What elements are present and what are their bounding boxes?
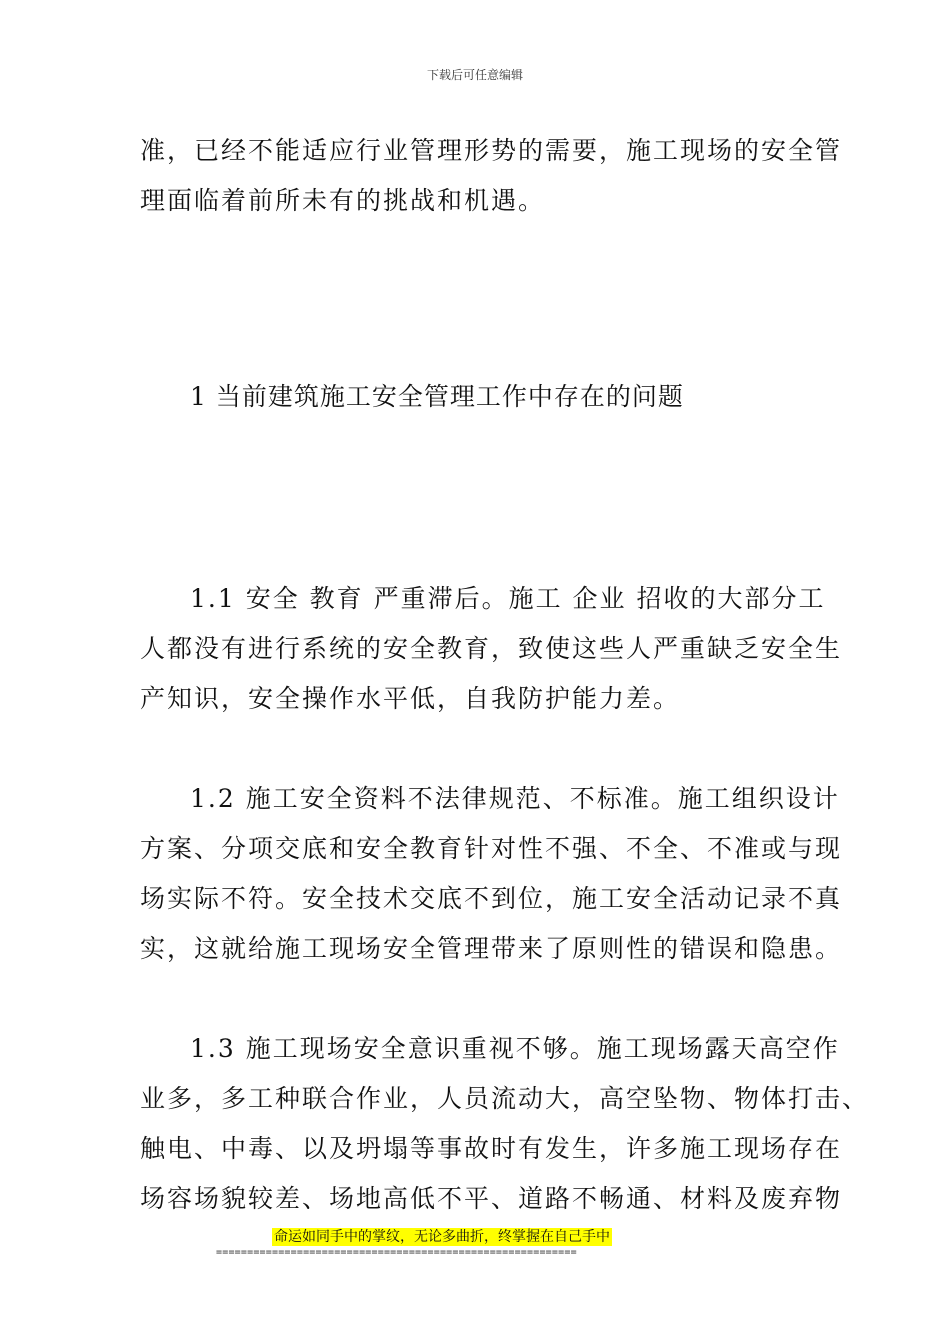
footer-motto: 命运如同手中的掌纹，无论多曲折，终掌握在自己手中 [274,1229,610,1245]
text-line: 准，已经不能适应行业管理形势的需要，施工现场的安全管 [140,136,843,165]
text-line: 人都没有进行系统的安全教育，致使这些人严重缺乏安全生 [140,634,843,663]
footer-rule: ========================================================== [216,1247,577,1258]
section-heading: 1 当前建筑施工安全管理工作中存在的问题 [190,382,684,411]
text-line: 业多，多工种联合作业，人员流动大，高空坠物、物体打击、 [140,1084,870,1113]
text-line: 产知识，安全操作水平低，自我防护能力差。 [140,684,681,713]
text-line: 实，这就给施工现场安全管理带来了原则性的错误和隐患。 [140,934,843,963]
text-line: 理面临着前所未有的挑战和机遇。 [140,186,546,215]
text-line: 触电、中毒、以及坍塌等事故时有发生，许多施工现场存在 [140,1134,843,1163]
text-line: 方案、分项交底和安全教育针对性不强、不全、不准或与现 [140,834,843,863]
text-line: 1.1 安全 教育 严重滞后。施工 企业 招收的大部分工 [190,584,826,613]
text-line: 1.3 施工现场安全意识重视不够。施工现场露天高空作 [190,1034,840,1063]
text-line: 场容场貌较差、场地高低不平、道路不畅通、材料及废弃物 [140,1184,843,1213]
text-line: 1.2 施工安全资料不法律规范、不标准。施工组织设计 [190,784,840,813]
text-line: 场实际不符。安全技术交底不到位，施工安全活动记录不真 [140,884,843,913]
header-note: 下载后可任意编辑 [426,68,523,82]
